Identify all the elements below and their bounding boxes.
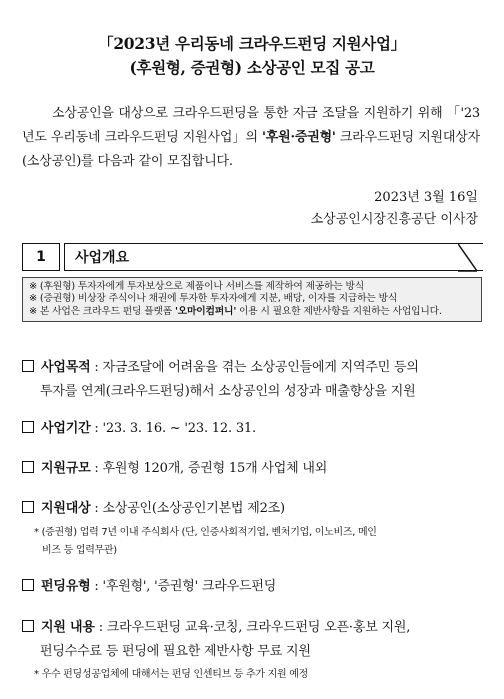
item-funding-type-text: : '후원형', '증권형' 크라우드펀딩 <box>90 579 277 594</box>
notes-box <box>22 277 482 322</box>
intro-paragraph <box>22 102 480 174</box>
item-support-content <box>22 617 482 639</box>
item-period <box>22 418 482 440</box>
section-header <box>22 243 478 271</box>
note-equity-type: ※ (증권형) 비상장 주식이나 채권에 투자한 투자자에게 지분, 배당, 이자를 지급하는 방식 <box>29 293 398 305</box>
note-platform-post: 이용 시 필요한 제반사항을 지원하는 사업입니다. <box>236 305 442 317</box>
item-support-content-continuation: 펀딩수수료 등 펀딩에 필요한 제반사항 무료 지원 <box>40 644 311 659</box>
item-target <box>22 498 482 520</box>
checkbox-square-icon <box>22 501 34 513</box>
item-support-content-text: : 크라우드펀딩 교육·코칭, 크라우드펀딩 오픈·홍보 지원, <box>94 620 411 635</box>
announcement-title-line2: (후원형, 증권형) 소상공인 모집 공고 <box>129 58 375 77</box>
item-funding-type <box>22 576 482 598</box>
item-target-note-continuation: 비즈 등 업력무관) <box>42 545 117 556</box>
note-platform-name: '오마이컴퍼니' <box>174 305 237 317</box>
item-purpose-continuation: 투자를 연계(크라우드펀딩)해서 소상공인의 성장과 매출향상을 지원 <box>40 384 416 399</box>
item-period-label: 사업기간 <box>41 421 91 436</box>
intro-text-part2: 크라우드펀딩 지원대상자(소상공인)를 다음과 같이 모집합니다. <box>22 130 480 169</box>
announcement-title-line1: 「2023년 우리동네 크라우드펀딩 지원사업」 <box>98 34 406 53</box>
item-support-content-label: 지원 내용 <box>41 620 95 635</box>
checkbox-square-icon <box>22 421 34 433</box>
checkbox-square-icon <box>22 360 34 372</box>
item-target-label: 지원대상 <box>41 501 91 516</box>
checkbox-square-icon <box>22 620 34 632</box>
item-scale-text: : 후원형 120개, 증권형 15개 사업체 내외 <box>90 461 328 476</box>
item-scale-label: 지원규모 <box>41 461 91 476</box>
item-target-text: : 소상공인(소상공인기본법 제2조) <box>90 501 285 516</box>
checkbox-square-icon <box>22 579 34 591</box>
item-purpose <box>22 357 482 379</box>
intro-text-bold: '후원·증권형' <box>262 130 336 145</box>
item-funding-type-label: 펀딩유형 <box>41 579 91 594</box>
checkbox-square-icon <box>22 461 34 473</box>
section-title: 사업개요 <box>64 243 483 271</box>
issuing-organization: 소상공인시장진흥공단 이사장 <box>310 212 478 227</box>
item-target-note: * (증권형) 업력 7년 이내 주식회사 (단, 인증사회적기업, 벤처기업, 이노비즈, 메인 <box>34 527 377 538</box>
announcement-date: 2023년 3월 16일 <box>374 190 478 205</box>
note-platform-pre: ※ 본 사업은 크라우드 펀딩 플랫폼 <box>29 305 175 317</box>
note-platform <box>29 306 475 318</box>
item-period-text: : '23. 3. 16. ~ '23. 12. 31. <box>90 421 256 436</box>
section-number: 1 <box>22 243 60 271</box>
note-support-type: ※ (후원형) 투자자에게 투자보상으로 제품이나 서비스를 제작하여 제공하는 방식 <box>29 281 365 292</box>
item-support-content-note: * 우수 펀딩성공업체에 대해서는 펀딩 인센티브 등 추가 지원 예정 <box>34 669 308 680</box>
section-header-slant <box>458 243 478 272</box>
item-purpose-label: 사업목적 <box>41 360 91 375</box>
item-scale <box>22 458 482 480</box>
intro-text-part1: 소상공인을 대상으로 크라우드펀딩을 통한 자금 조달을 지원하기 위해 「'23년도 우리동네 크라우드펀딩 지원사업」의 <box>22 106 480 145</box>
item-purpose-text: : 자금조달에 어려움을 겪는 소상공인들에게 지역주민 등의 <box>90 360 419 375</box>
